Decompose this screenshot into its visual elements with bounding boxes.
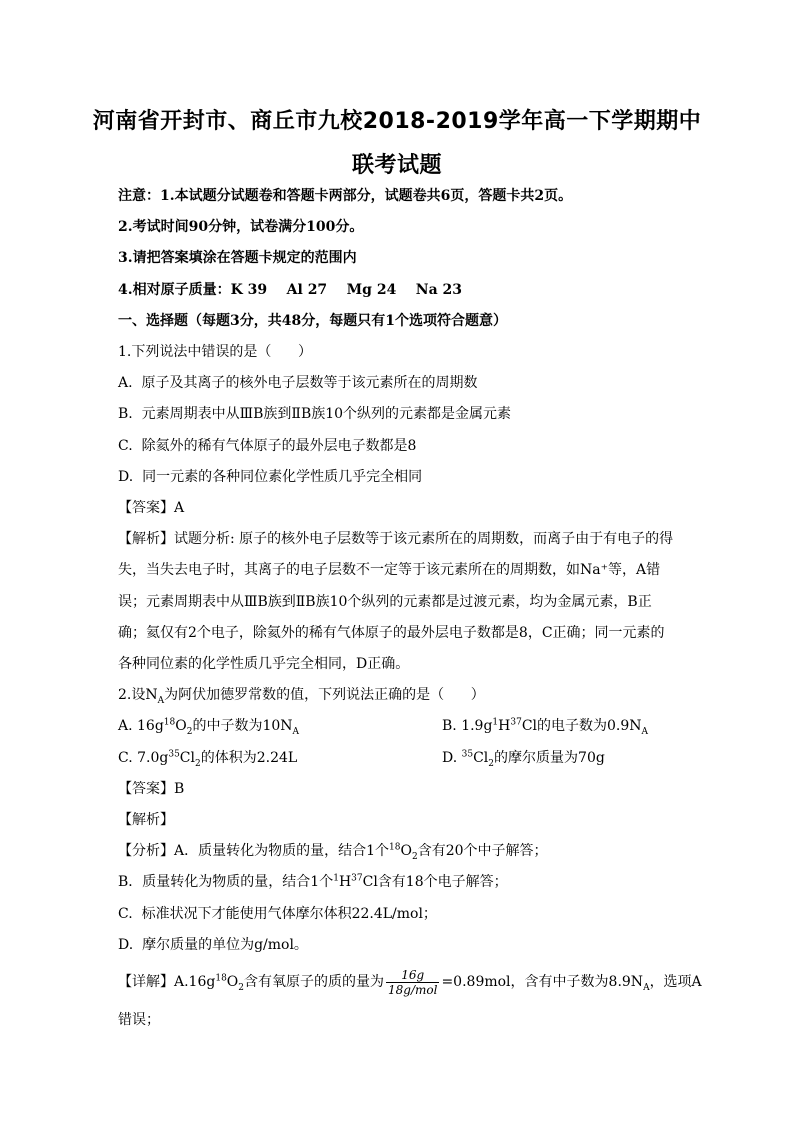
q2-explanation-heading: 【解析】 [118, 812, 174, 828]
section-heading: 一、选择题（每题3分，共48分，每题只有1个选项符合题意） [118, 313, 507, 329]
q2-option-c: C. $7.0g^{35}Cl_2$的体积为2.24L [118, 749, 298, 769]
q2-analysis-b: B．质量转化为物质的量，结合1个$^1H^{37}Cl$含有18个电子解答； [118, 873, 508, 890]
q2-stem: 2.设$N_A$为阿伏加德罗常数的值，下列说法正确的是（ ） [118, 687, 485, 706]
q2-option-a: A. $16g^{18}O_2$的中子数为$10N_A$ [118, 717, 300, 737]
q1-explanation-1: 【解析】试题分析: 原子的核外电子层数等于该元素所在的周期数，而离子由于有电子的得 [118, 531, 674, 547]
q2-analysis-d: D. 摩尔质量的单位为g/mol。 [118, 937, 308, 953]
q1-explanation-5: 各种同位素的化学性质几乎完全相同，D正确。 [118, 656, 410, 672]
document-title-line1: 河南省开封市、商丘市九校2018-2019学年高一下学期期中 [92, 109, 702, 134]
q1-explanation-3: 误；元素周期表中从ⅢB族到ⅡB族10个纵列的元素都是过渡元素，均为金属元素，B正 [118, 594, 652, 610]
q2-analysis-c: C. 标准状况下才能使用气体摩尔体积22.4L/mol； [118, 906, 437, 922]
q1-explanation-2: 失，当失去电子时，其离子的电子层数不一定等于该元素所在的周期数，如Na⁺等，A错 [118, 562, 661, 578]
fraction: $\frac{16g}{\text{18g/mol}}$ [388, 967, 438, 997]
q1-option-a: A. 原子及其离子的核外电子层数等于该元素所在的周期数 [118, 375, 478, 391]
note-2: 2.考试时间90分钟，试卷满分100分。 [118, 219, 364, 235]
q2-option-d: D. $^{35}Cl_2$的摩尔质量为70g [442, 749, 605, 769]
q1-option-b: B. 元素周期表中从ⅢB族到ⅡB族10个纵列的元素都是金属元素 [118, 406, 512, 422]
q2-answer: 【答案】B [118, 781, 185, 797]
q1-option-d: D. 同一元素的各种同位素化学性质几乎完全相同 [118, 469, 423, 485]
q2-detail-line1: 【详解】$A.16g^{18}O_2$含有氧原子的质的量为 $\frac{16g}{\text{18g/mol}}$ =0.89mol，含有中子数为$8.9N_A$，选项A [118, 967, 702, 997]
q1-answer: 【答案】A [118, 500, 185, 516]
q2-analysis-a: 【分析】A．质量转化为物质的量，结合1个$^{18}O_2$含有20个中子解答； [118, 842, 548, 862]
q1-explanation-4: 确；氦仅有2个电子，除氦外的稀有气体原子的最外层电子数都是8，C正确；同一元素的 [118, 625, 665, 641]
q2-option-b: B. $1.9g^1H^{37}Cl$的电子数为$0.9N_A$ [442, 717, 649, 737]
document-title-line2: 联考试题 [351, 153, 442, 178]
note-1: 注意：1.本试题分试题卷和答题卡两部分，试题卷共6页，答题卡共2页。 [118, 188, 573, 204]
q2-detail-line2: 错误； [118, 1012, 160, 1028]
note-4: 4.相对原子质量：K 39 Al 27 Mg 24 Na 23 [118, 282, 463, 298]
q1-option-c: C. 除氦外的稀有气体原子的最外层电子数都是8 [118, 438, 417, 454]
note-3: 3.请把答案填涂在答题卡规定的范围内 [118, 250, 357, 266]
q1-stem: 1.下列说法中错误的是（ ） [118, 344, 313, 360]
